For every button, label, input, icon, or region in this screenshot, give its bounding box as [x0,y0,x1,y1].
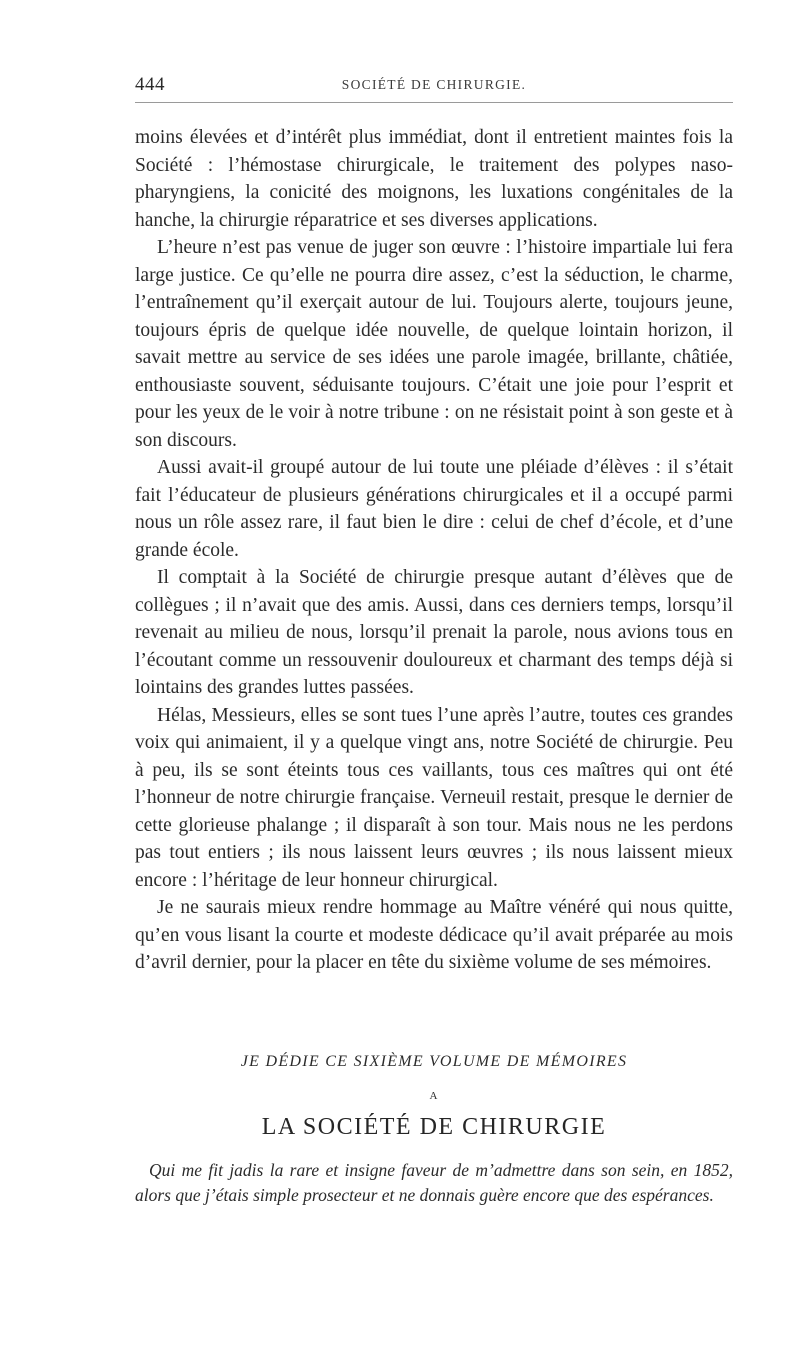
body-text [135,124,733,977]
dedication-preposition: A [429,1090,439,1102]
dedication-text-block [135,1158,733,1208]
dedication-title: LA SOCIÉTÉ DE CHIRURGIE [261,1114,607,1140]
paragraph-6: Je ne saurais mieux rendre hommage au Maître vénéré qui nous quitte, qu’en vous lisant la courte et modeste dédicace qu’il avait préparée au mois d’avril dernier, pour la placer en tête du sixième volume de ses mémoires. [135,897,733,973]
page-header [135,70,733,106]
header-rule [135,102,733,103]
page-number: 444 [135,74,165,95]
paragraph-5: Hélas, Messieurs, elles se sont tues l’une après l’autre, toutes ces grandes voix qui animaient, il y a quelque vingt ans, notre Société de chirurgie. Peu à peu, ils se sont éteints tous ces vaillants, tous ces maîtres qui ont été l’honneur de notre chirurgie française. Verneuil restait, presque le dernier de cette glorieuse phalange ; il disparaît à son tour. Mais nous ne les perdons pas tout entiers ; ils nous laissent leurs œuvres ; ils nous laissent mieux encore : l’héritage de leur honneur chirurgical. [135,704,733,891]
paragraph-2: L’heure n’est pas venue de juger son œuvre : l’histoire impartiale lui fera large justice. Ce qu’elle ne pourra dire assez, c’est la séduction, le charme, l’entraînement qu’il exerçait autour de lui. Toujours alerte, toujours jeune, toujours épris de quelque idée nouvelle, de quelque lointain horizon, il savait mettre au service de ses idées une parole imagée, brillante, châtiée, enthousiaste souvent, séduisante toujours. C’était une joie pour l’esprit et pour les yeux de le voir à notre tribune : on ne résistait point à son geste et à son discours. [135,237,733,451]
paragraph-4: Il comptait à la Société de chirurgie presque autant d’élèves que de collègues ; il n’avait que des amis. Aussi, dans ces derniers temps, lorsqu’il revenait au milieu de nous, lorsqu’il prenait la parole, nous avions tous en l’écoutant comme un ressouvenir douloureux et charmant des temps déjà si lointains des grandes luttes passées. [135,567,733,698]
paragraph-3: Aussi avait-il groupé autour de lui toute une pléiade d’élèves : il s’était fait l’éducateur de plusieurs générations chirurgicales et il a occupé parmi nous un rôle assez rare, il faut bien le dire : celui de chef d’école, et d’une grande école. [135,457,733,561]
dedication-text: Qui me fit jadis la rare et insigne faveur de m’admettre dans son sein, en 1852, alors que j’étais simple prosecteur et ne donnais guère encore que des espérances. [135,1160,733,1205]
paragraph-1: moins élevées et d’intérêt plus immédiat, dont il entretient maintes fois la Société : l’hémostase chirurgicale, le traitement des polypes naso-pharyngiens, la conicité des moignons, les luxations congénitales de la hanche, la chirurgie réparatrice et ses diverses applications. [135,127,733,231]
running-head: SOCIÉTÉ DE CHIRURGIE. [341,77,527,92]
dedication-heading: JE DÉDIE CE SIXIÈME VOLUME DE MÉMOIRES [240,1053,628,1070]
